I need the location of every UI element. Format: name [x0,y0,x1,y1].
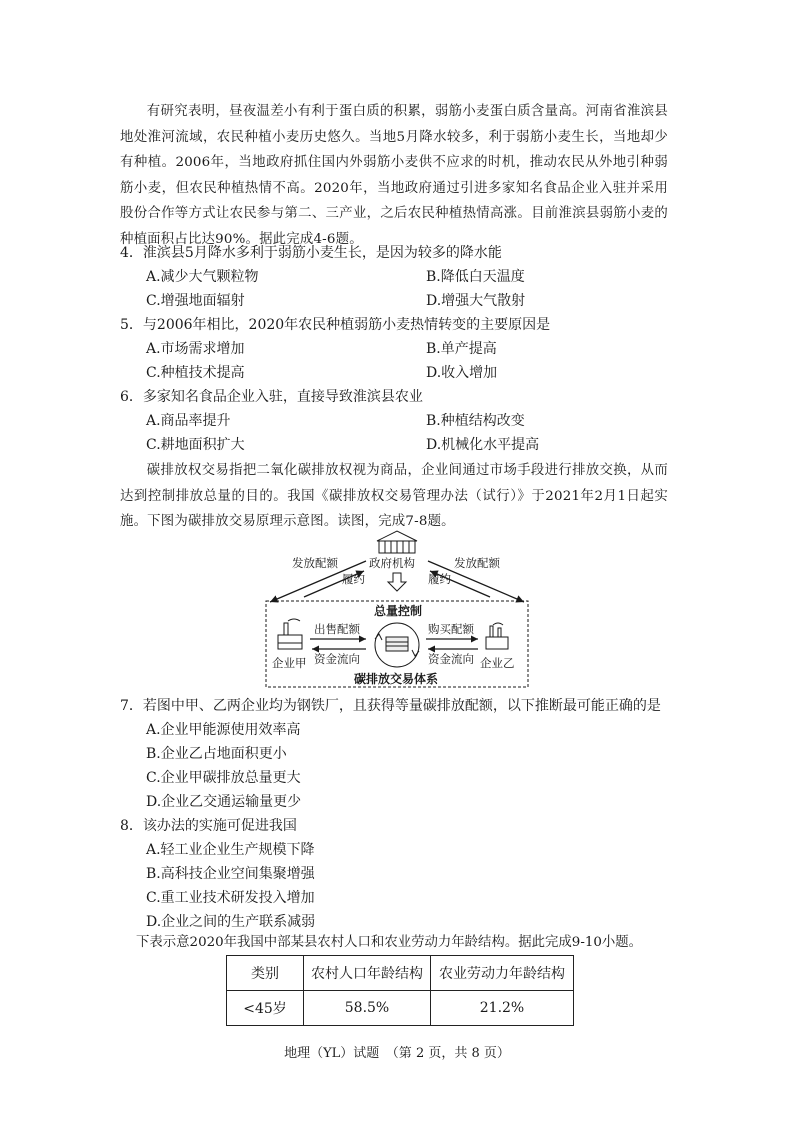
q8-option-d[interactable]: D.企业之间的生产联系减弱 [146,914,316,930]
q7-option-a[interactable]: A.企业甲能源使用效率高 [146,722,301,738]
table-header-row [227,956,574,991]
system-label: 碳排放交易体系 [354,672,439,686]
question-6-stem: 6．多家知名食品企业入驻，直接导致淮滨县农业 [120,389,423,405]
factory-a-icon [278,619,302,649]
total-control-label: 总量控制 [374,604,423,618]
question-7-stem: 7．若图中甲、乙两企业均为钢铁厂，且获得等量碳排放配额，以下推断最可能正确的是 [120,698,661,714]
diagram-svg [262,527,532,689]
buy-label: 购买配额 [428,622,474,636]
table-cell-rural: 58.5% [304,991,431,1026]
carbon-paragraph: 碳排放权交易指把二氧化碳排放权视为商品，企业间通过市场手段进行排放交换，从而达到控制排放总量的目的。我国《碳排放权交易管理办法（试行）》于2021年2月1日起实施。下图为碳排放交易原理示意图。读图，完成7-8题。 [120,463,668,529]
fulfill-label-right: 履约 [428,572,451,586]
down-arrow-icon [388,573,406,591]
table-header-category: 类别 [227,956,304,991]
q4-option-d[interactable]: D.增强大气散射 [426,293,526,309]
q6-option-a[interactable]: A.商品率提升 [146,413,231,429]
issue-label-right: 发放配额 [454,556,500,570]
q4-option-a[interactable]: A.减少大气颗粒物 [146,269,259,285]
table-header-rural: 农村人口年龄结构 [304,956,431,991]
table-row [227,991,574,1026]
q8-option-b[interactable]: B.高科技企业空间集聚增强 [146,866,315,882]
q7-option-b[interactable]: B.企业乙占地面积更小 [146,746,287,762]
q5-option-c[interactable]: C.种植技术提高 [146,365,245,381]
gov-label: 政府机构 [369,556,415,570]
table-cell-labor: 21.2% [431,991,574,1026]
carbon-trading-diagram [262,527,532,689]
intro-paragraph: 有研究表明，昼夜温差小有利于蛋白质的积累，弱筋小麦蛋白质含量高。河南省淮滨县地处淮河流域，农民种植小麦历史悠久。当地5月降水较多，利于弱筋小麦生长，当地却少有种植。2006年，当地政府抓住国内外弱筋小麦供不应求的时机，推动农民从外地引种弱筋小麦，但农民种植热情不高。2020年，当地政府通过引进多家知名食品企业入驻并采用股份合作等方式让农民参与第二、三产业，之后农民种植热情高涨。目前淮滨县弱筋小麦的种植面积占比达90%。据此完成4-6题。 [120,104,668,247]
age-structure-table [226,955,574,1026]
q4-option-c[interactable]: C.增强地面辐射 [146,293,245,309]
company-a-label: 企业甲 [272,656,307,670]
question-5-stem: 5．与2006年相比，2020年农民种植弱筋小麦热情转变的主要原因是 [120,317,551,333]
table-intro: 下表示意2020年我国中部某县农村人口和农业劳动力年龄结构。据此完成9-10小题。 [136,935,643,950]
question-4-stem: 4．淮滨县5月降水多利于弱筋小麦生长，是因为较多的降水能 [120,245,502,261]
q8-option-c[interactable]: C.重工业技术研发投入增加 [146,890,315,906]
question-8-stem: 8．该办法的实施可促进我国 [120,818,297,834]
table-header-labor: 农业劳动力年龄结构 [431,956,574,991]
fund-label-left: 资金流向 [314,652,360,666]
q6-option-d[interactable]: D.机械化水平提高 [426,437,540,453]
q8-option-a[interactable]: A.轻工业企业生产规模下降 [146,842,315,858]
government-building-icon [377,531,417,553]
fund-label-right: 资金流向 [428,652,474,666]
page-footer: 地理（YL）试题 （第 2 页，共 8 页） [284,1046,510,1061]
q6-option-b[interactable]: B.种植结构改变 [426,413,525,429]
company-b-label: 企业乙 [480,656,515,670]
q5-option-a[interactable]: A.市场需求增加 [146,341,245,357]
money-cycle-icon [375,623,419,667]
table-cell-category: <45岁 [227,991,304,1026]
sell-label: 出售配额 [314,622,360,636]
q5-option-d[interactable]: D.收入增加 [426,365,498,381]
fulfill-label-left: 履约 [342,572,365,586]
q7-option-c[interactable]: C.企业甲碳排放总量更大 [146,770,301,786]
factory-b-icon [486,623,508,649]
q5-option-b[interactable]: B.单产提高 [426,341,497,357]
q7-option-d[interactable]: D.企业乙交通运输量更少 [146,794,302,810]
issue-label-left: 发放配额 [292,556,338,570]
q4-option-b[interactable]: B.降低白天温度 [426,269,525,285]
q6-option-c[interactable]: C.耕地面积扩大 [146,437,245,453]
